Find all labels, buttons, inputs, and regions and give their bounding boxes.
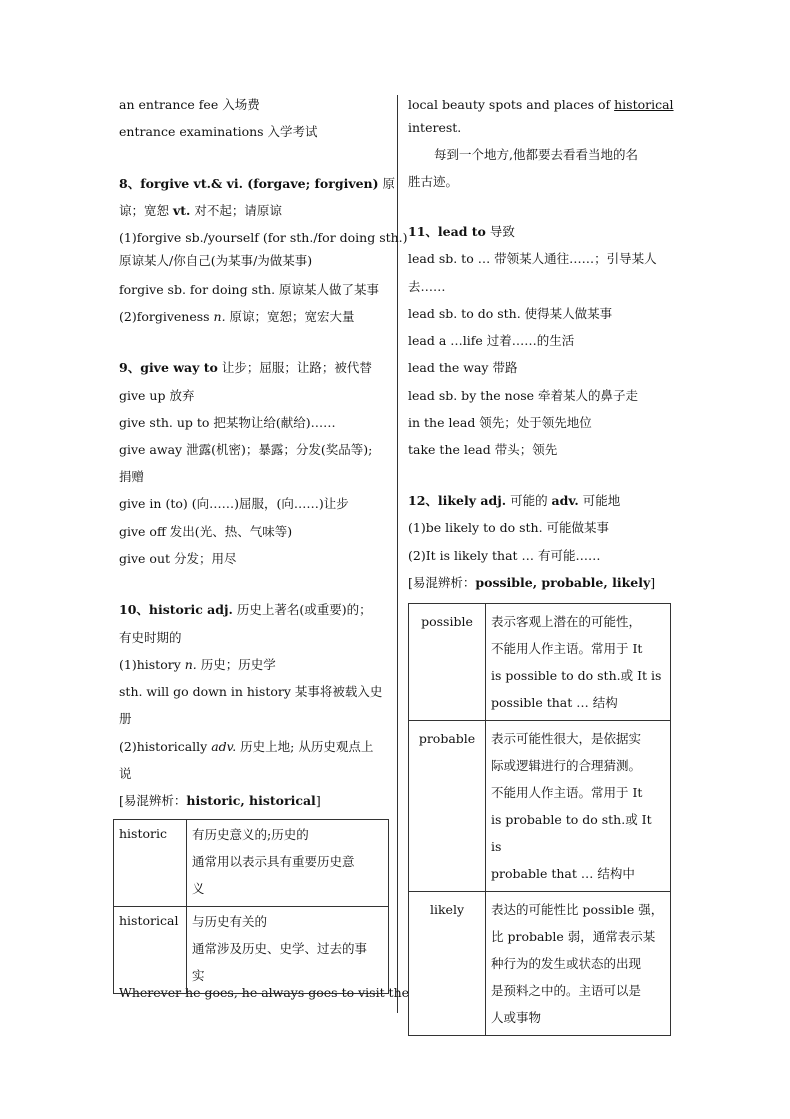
text-line: 胜古迹。 [408,174,459,189]
text-line: take the lead 带头；领先 [408,442,558,457]
text-line: (1)forgive sb./yourself (for sth./for doing sth.) [119,230,408,245]
text-line: lead sb. by the nose 牵着某人的鼻子走 [408,388,639,403]
table-row [409,721,671,892]
text-line: interest. [408,120,462,135]
table-definition: 表达的可能性比 possible 强， 比 probable 弱，通常表示某 种行为的发生或状态的出现 是预料之中的。主语可以是 人或事物 [486,892,671,1036]
text-line: 捐赠 [119,469,145,484]
text-line: (2)forgiveness n. 原谅；宽恕；宽宏大量 [119,309,355,324]
text-line: 册 [119,711,132,726]
text-line: 说 [119,766,132,781]
text-line: give off 发出(光、热、气味等) [119,524,293,539]
table-definition: 与历史有关的 通常涉及历史、史学、过去的事 实 [187,907,389,994]
section-12-heading: 12、likely adj. 可能的 adv. 可能地 [408,493,621,508]
text-line: (2)It is likely that … 有可能…… [408,548,601,563]
text-line: lead the way 带路 [408,360,518,375]
text-line: Wherever he goes, he always goes to visit the [119,985,410,1000]
table-row [114,820,389,907]
table-term: possible [409,604,486,721]
text-line: (2)historically adv. 历史上地; 从历史观点上 [119,739,374,754]
section-11-heading: 11、lead to 导致 [408,224,515,239]
text-line: give sth. up to 把某物让给(献给)…… [119,415,336,430]
text-line: (1)history n. 历史；历史学 [119,657,276,672]
text-line: give out 分发；用尽 [119,551,237,566]
section-9-heading: 9、give way to 让步；屈服；让路；被代替 [119,360,372,375]
table-definition: 表示可能性很大，是依据实 际或逻辑进行的合理猜测。 不能用人作主语。常用于 It is probable to do sth.或 It is probable that … 结构中 [486,721,671,892]
table-row [114,907,389,994]
text-line: give away 泄露(机密)；暴露；分发(奖品等); [119,442,373,457]
text-line: give in (to) (向……)屈服，(向……)让步 [119,496,349,511]
text-line: local beauty spots and places of historical [408,97,674,112]
text-line: sth. will go down in history 某事将被载入史 [119,684,383,699]
section-8-heading: 8、forgive vt.& vi. (forgave; forgiven) 原 [119,176,396,191]
table-row [409,892,671,1036]
text-line: in the lead 领先；处于领先地位 [408,415,592,430]
text-line: (1)be likely to do sth. 可能做某事 [408,520,610,535]
text-line: 去…… [408,279,446,294]
table-term: probable [409,721,486,892]
text-line: lead sb. to do sth. 使得某人做某事 [408,306,613,321]
text-line: an entrance fee 入场费 [119,97,260,112]
text-line: 原谅某人/你自己(为某事/为做某事) [119,253,313,268]
historic-comparison-table [113,819,389,994]
text-line: 谅；宽恕 vt. 对不起；请原谅 [119,203,282,218]
text-line: lead sb. to … 带领某人通往……；引导某人 [408,251,657,266]
table-definition: 表示客观上潜在的可能性， 不能用人作主语。常用于 It is possible to do sth.或 It is possible that … 结构 [486,604,671,721]
table-row [409,604,671,721]
confusion-tag: [易混辨析：possible, probable, likely] [408,575,656,590]
text-line: 有史时期的 [119,630,182,645]
text-line: forgive sb. for doing sth. 原谅某人做了某事 [119,282,380,297]
text-line: entrance examinations 入学考试 [119,124,318,139]
table-term: historic [114,820,187,907]
text-line: 每到一个地方,他都要去看看当地的名 [434,147,638,162]
table-term: historical [114,907,187,994]
table-definition: 有历史意义的;历史的 通常用以表示具有重要历史意 义 [187,820,389,907]
table-term: likely [409,892,486,1036]
text-line: lead a …life 过着……的生活 [408,333,575,348]
likely-comparison-table [408,603,671,1036]
confusion-tag: [易混辨析：historic, historical] [119,793,321,808]
text-line: give up 放弃 [119,388,195,403]
section-10-heading: 10、historic adj. 历史上著名(或重要)的； [119,602,372,617]
